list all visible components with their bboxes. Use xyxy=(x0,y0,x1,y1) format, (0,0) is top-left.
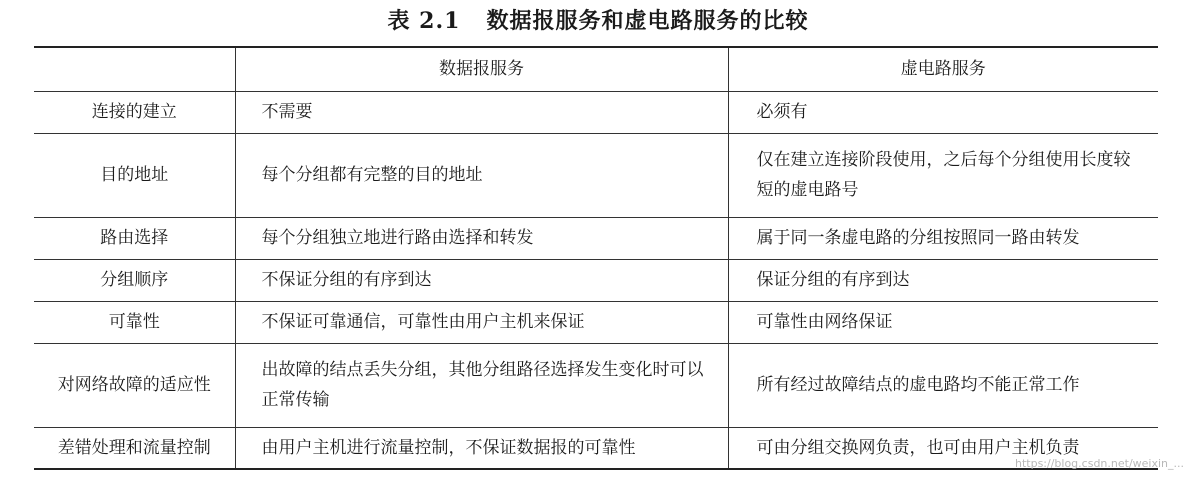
table-caption xyxy=(0,6,1196,37)
virtual-circuit-cell: 仅在建立连接阶段使用，之后每个分组使用长度较短的虚电路号 xyxy=(728,133,1158,217)
row-header: 路由选择 xyxy=(34,217,235,259)
virtual-circuit-cell: 属于同一条虚电路的分组按照同一路由转发 xyxy=(728,217,1158,259)
datagram-cell: 不保证分组的有序到达 xyxy=(235,259,728,301)
row-header: 连接的建立 xyxy=(34,91,235,133)
header-cell-empty xyxy=(34,47,235,91)
virtual-circuit-cell: 所有经过故障结点的虚电路均不能正常工作 xyxy=(728,343,1158,427)
table-title: 数据报服务和虚电路服务的比较 xyxy=(486,9,809,34)
datagram-cell: 每个分组独立地进行路由选择和转发 xyxy=(235,217,728,259)
header-cell-virtual-circuit: 虚电路服务 xyxy=(728,47,1158,91)
table-row xyxy=(34,133,1158,217)
datagram-cell: 出故障的结点丢失分组，其他分组路径选择发生变化时可以正常传输 xyxy=(235,343,728,427)
table-row xyxy=(34,301,1158,343)
virtual-circuit-cell: 保证分组的有序到达 xyxy=(728,259,1158,301)
table-row xyxy=(34,259,1158,301)
table-row xyxy=(34,91,1158,133)
row-header: 分组顺序 xyxy=(34,259,235,301)
virtual-circuit-cell: 必须有 xyxy=(728,91,1158,133)
table-header-row xyxy=(34,47,1158,91)
row-header: 可靠性 xyxy=(34,301,235,343)
table-number: 表 2.1 xyxy=(387,8,461,34)
virtual-circuit-cell: 可靠性由网络保证 xyxy=(728,301,1158,343)
table-row xyxy=(34,343,1158,427)
row-header: 目的地址 xyxy=(34,133,235,217)
table-row xyxy=(34,427,1158,469)
datagram-cell: 由用户主机进行流量控制，不保证数据报的可靠性 xyxy=(235,427,728,469)
table-row xyxy=(34,217,1158,259)
virtual-circuit-cell: 可由分组交换网负责，也可由用户主机负责 xyxy=(728,427,1158,469)
datagram-cell: 不保证可靠通信，可靠性由用户主机来保证 xyxy=(235,301,728,343)
row-header: 差错处理和流量控制 xyxy=(34,427,235,469)
header-cell-datagram: 数据报服务 xyxy=(235,47,728,91)
watermark: https://blog.csdn.net/weixin_... xyxy=(1014,457,1184,470)
datagram-cell: 不需要 xyxy=(235,91,728,133)
comparison-table xyxy=(34,46,1158,470)
row-header: 对网络故障的适应性 xyxy=(34,343,235,427)
datagram-cell: 每个分组都有完整的目的地址 xyxy=(235,133,728,217)
